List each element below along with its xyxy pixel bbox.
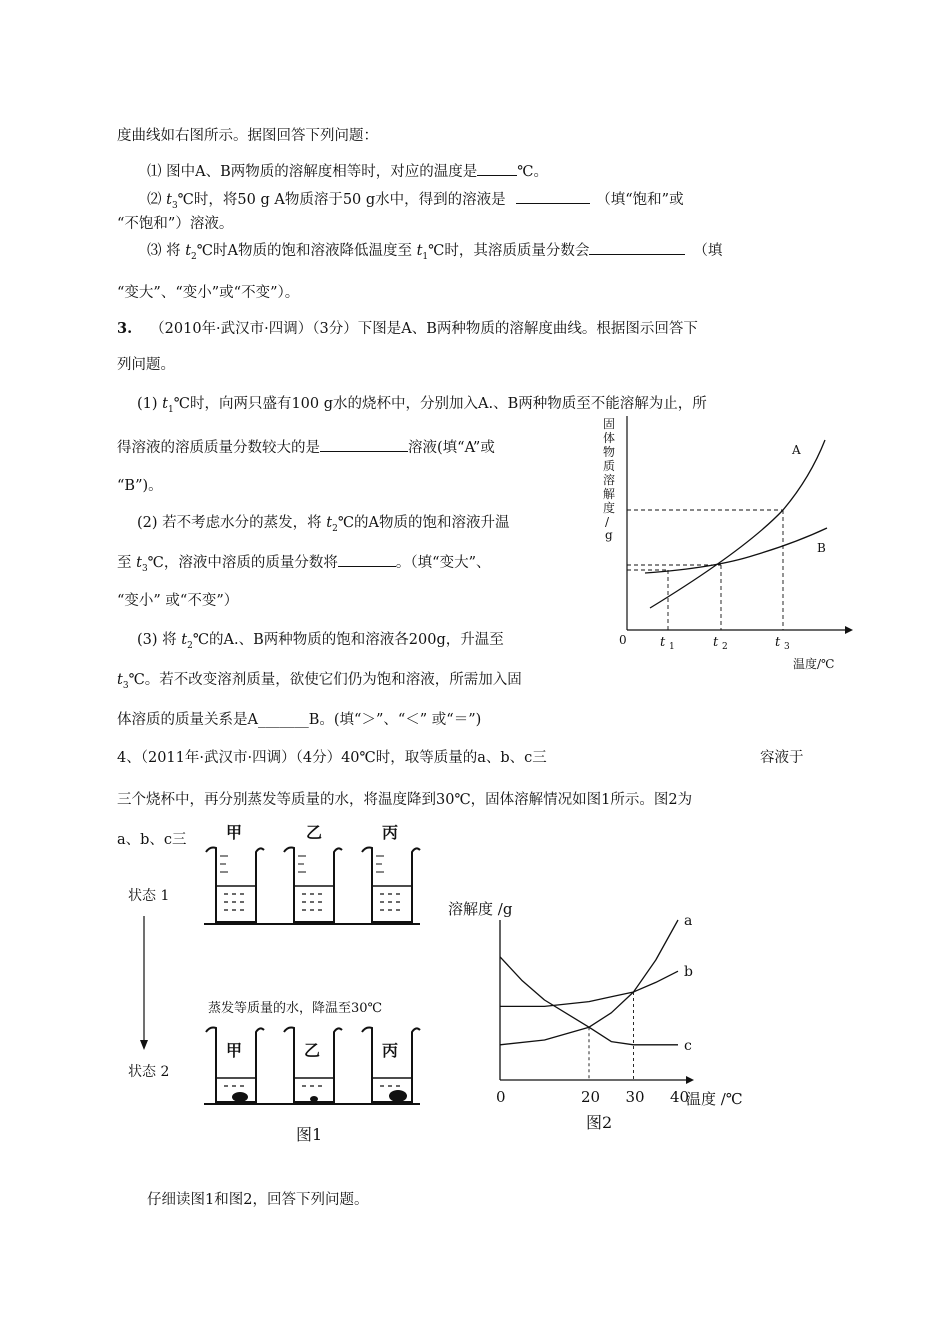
origin-label: 0 (619, 633, 627, 647)
text-line: 仔细读图1和图2，回答下列问题。 (147, 1192, 369, 1208)
text-line: 至 $t_3℃$，溶液中溶质的质量分数将 。（填“变大”、 (117, 552, 490, 579)
y-axis-label-char: 体 (603, 431, 616, 445)
text-line: “变大”、“变小”或“不变”）。 (117, 285, 300, 301)
y-axis-label-char: 度 (603, 501, 616, 515)
y-axis-label-char: 解 (603, 487, 616, 501)
y-axis-label-char: 物 (603, 445, 616, 459)
problem-3-header: 3. （2010年·武汉市·四调）（3分）下图是A、B两种物质的溶解度曲线。根据图示回答下 (117, 320, 698, 337)
solubility-chart-ab (595, 410, 855, 690)
question-2: ⑵ $t_3℃$时，将50 g A物质溶于50 g水中，得到的溶液是 （填“饱和”或 (147, 189, 684, 216)
precipitate (232, 1092, 248, 1102)
x-tick-t2 (713, 635, 728, 652)
text-line: 三个烧杯中，再分别蒸发等质量的水，将温度降到30℃，固体溶解情况如图1所示。图2为 (117, 792, 693, 808)
text-line: $t_3℃$。若不改变溶剂质量，欲使它们仍为饱和溶液，所需加入固 (117, 672, 522, 691)
x-axis-arrow (845, 626, 853, 634)
figure-1-caption: 图1 (296, 1125, 323, 1144)
text-line: 体溶质的质量关系是A_______B。(填“＞”、“＜” 或“＝”) (117, 712, 482, 728)
series-group (500, 913, 693, 1054)
curve-a (650, 440, 825, 608)
precipitate (389, 1090, 407, 1102)
state-2-label: 状态 2 (128, 1064, 170, 1080)
figure-2-caption: 图2 (586, 1113, 613, 1132)
text-line: a、b、c三 (117, 832, 187, 848)
state-2-beakers (204, 1028, 420, 1105)
text-line: “变小” 或“不变”） (117, 593, 239, 609)
text-line: 得溶液的溶质质量分数较大的是 溶液(填“A”或 (117, 437, 495, 458)
text-line: “不饱和”）溶液。 (117, 216, 234, 232)
x-tick-label: 30 (625, 1088, 645, 1106)
beaker-label-bing: 丙 (382, 1041, 399, 1060)
problem-4-header: 4、（2011年·武汉市·四调）（4分）40℃时，取等质量的a、b、c三 (117, 750, 547, 766)
beaker-label-jia: 甲 (226, 1041, 243, 1060)
guide-lines (627, 510, 783, 630)
y-axis-label-char: 固 (603, 417, 616, 431)
x-tick-label: 40 (670, 1088, 690, 1106)
svg-text:t: t (713, 635, 719, 650)
evaporate-label: 蒸发等质量的水，降温至30℃ (208, 1001, 383, 1016)
y-axis-label-char: 质 (603, 459, 616, 473)
question-3-3: (3) 将 $t_2℃$的A.、B两种物质的饱和溶液各200g，升温至 (137, 632, 504, 651)
series-line-b (500, 971, 678, 1006)
svg-text:2: 2 (722, 642, 728, 652)
x-tick-label: 0 (496, 1088, 506, 1106)
solubility-chart-abc (448, 892, 743, 1142)
series-line-c (500, 957, 678, 1045)
state-1-beakers (204, 848, 420, 925)
y-axis-label: 溶解度 /g (448, 900, 513, 918)
x-tick-label: 20 (581, 1088, 601, 1106)
state-arrow-head (140, 1040, 148, 1050)
question-1: ⑴ 图中A、B两物质的溶解度相等时，对应的温度是 ℃。 (147, 161, 548, 182)
beaker-label-jia: 甲 (226, 823, 243, 842)
series-label-a: a (684, 913, 693, 929)
question-3-2: (2) 若不考虑水分的蒸发，将 $t_2℃$的A物质的饱和溶液升温 (137, 515, 510, 534)
precipitate (310, 1096, 318, 1102)
text-line: 度曲线如右图所示。据图回答下列问题： (117, 128, 378, 144)
text-line: “B”)。 (117, 478, 163, 494)
y-axis-label-char: / (605, 515, 610, 529)
beaker-label-yi: 乙 (304, 1041, 321, 1060)
question-3-1: (1) $t_1℃$时，向两只盛有100 g水的烧杯中，分别加入A.、B两种物质至不能溶解为止，所 (137, 396, 707, 415)
svg-text:t: t (660, 635, 666, 650)
curve-b-label: B (817, 541, 826, 555)
text-line: 容液于 (760, 750, 804, 766)
beaker-label-bing: 丙 (382, 823, 399, 842)
text-line: 列问题。 (117, 357, 175, 373)
x-axis-label: 温度 /℃ (686, 1090, 743, 1108)
series-line-a (500, 920, 678, 1045)
series-label-b: b (684, 964, 693, 981)
series-label-c: c (684, 1037, 692, 1054)
curve-a-label: A (792, 443, 801, 457)
svg-text:3: 3 (784, 642, 790, 652)
y-axis-label-char: g (605, 528, 613, 542)
x-axis-label: 温度/℃ (793, 657, 835, 671)
figure-1-beakers (120, 820, 420, 1150)
question-3: ⑶ 将 $t_2℃$时A物质的饱和溶液降低温度至 $t_1℃$时，其溶质质量分数会 （填 (147, 240, 722, 267)
svg-text:1: 1 (669, 642, 675, 652)
y-axis-label-char: 溶 (603, 473, 616, 487)
x-ticks (496, 1088, 689, 1106)
x-axis-arrow (686, 1076, 694, 1084)
y-axis-label (603, 417, 615, 542)
beaker-label-yi: 乙 (306, 823, 323, 842)
svg-text:t: t (775, 635, 781, 650)
x-tick-t3 (775, 635, 790, 652)
state-1-label: 状态 1 (128, 888, 170, 904)
guide-lines (589, 992, 634, 1080)
x-tick-t1 (660, 635, 675, 652)
